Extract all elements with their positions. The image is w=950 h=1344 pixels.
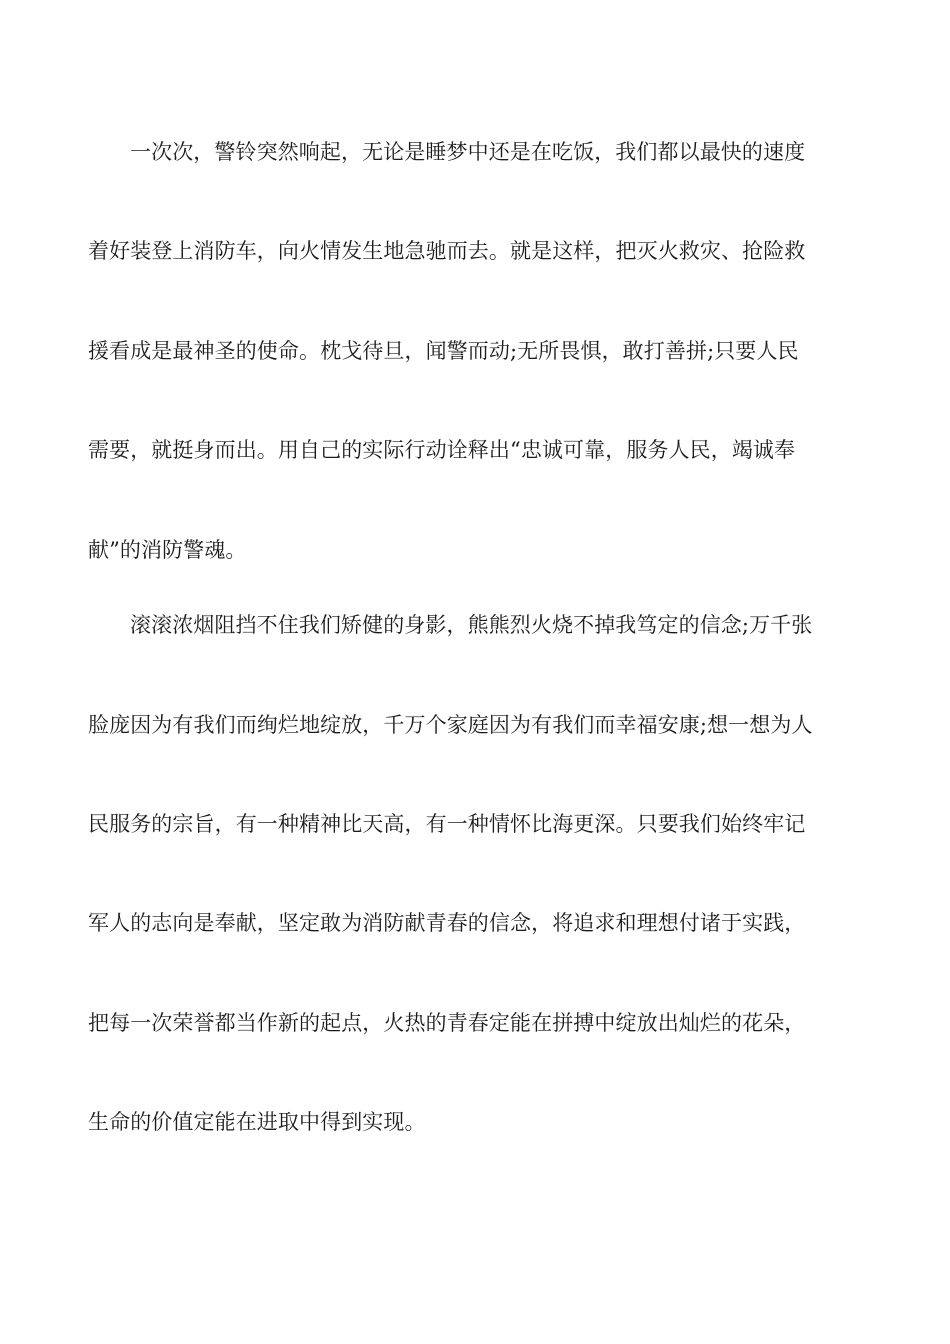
- paragraph-line: 军人的志向是奉献，坚定敢为消防献青春的信念，将追求和理想付诸于实践，: [88, 911, 806, 935]
- paragraph-line: 民服务的宗旨，有一种精神比天高，有一种情怀比海更深。只要我们始终牢记: [88, 812, 806, 836]
- paragraph-line: 脸庞因为有我们而绚烂地绽放，千万个家庭因为有我们而幸福安康;想一想为人: [88, 713, 813, 737]
- paragraph-line: 生命的价值定能在进取中得到实现。: [88, 1110, 426, 1134]
- paragraph-line: 需要，就挺身而出。用自己的实际行动诠释出“忠诚可靠，服务人民，竭诚奉: [88, 438, 796, 462]
- paragraph-line: 援看成是最神圣的使命。枕戈待旦，闻警而动;无所畏惧，敢打善拼;只要人民: [88, 339, 799, 363]
- paragraph-line: 献”的消防警魂。: [88, 538, 247, 562]
- paragraph-line: 一次次，警铃突然响起，无论是睡梦中还是在吃饭，我们都以最快的速度: [130, 140, 806, 164]
- paragraph-line: 滚滚浓烟阻挡不住我们矫健的身影，熊熊烈火烧不掉我笃定的信念;万千张: [130, 613, 813, 637]
- paragraph-line: 把每一次荣誉都当作新的起点，火热的青春定能在拼搏中绽放出灿烂的花朵，: [88, 1011, 806, 1035]
- paragraph-line: 着好装登上消防车，向火情发生地急驰而去。就是这样，把灭火救灾、抢险救: [88, 239, 806, 263]
